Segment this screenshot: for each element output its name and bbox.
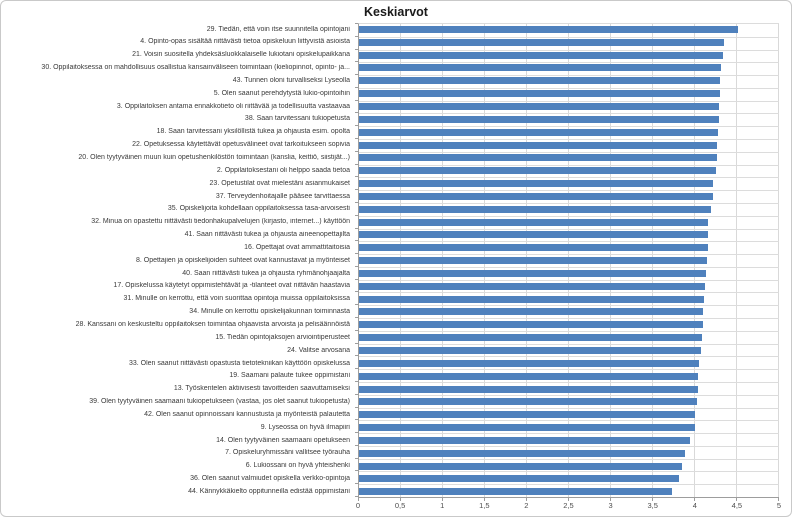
category-label: 15. Tiedän opintojaksojen arviointiperusteet — [215, 333, 350, 341]
category-label: 14. Olen tyytyväinen saamaani opetukseen — [216, 436, 350, 444]
bar-track — [359, 241, 779, 254]
category-label: 34. Minulle on kerrottu opiskelijakunnan toiminnasta — [189, 308, 350, 316]
x-axis-label: 2,5 — [563, 501, 574, 510]
chart-row — [1, 203, 779, 216]
category-label: 23. Opetustilat ovat mielestäni asianmukaiset — [209, 179, 350, 187]
category-label: 18. Saan tarvitessani yksilöllistä tukea ja ohjausta esim. opolta — [156, 128, 350, 136]
bar-track — [359, 177, 779, 190]
bar — [359, 321, 703, 328]
bar — [359, 142, 717, 149]
category-label: 41. Saan riittävästi tukea ja ohjausta aineenopettajilta — [184, 231, 350, 239]
chart-row — [1, 113, 779, 126]
category-label: 16. Opettajat ovat ammattitaitoisia — [244, 243, 350, 251]
chart-row — [1, 306, 779, 319]
chart-row — [1, 318, 779, 331]
bar-track — [359, 151, 779, 164]
bar — [359, 488, 672, 495]
category-label: 8. Opettajien ja opiskelijoiden suhteet ovat kannustavat ja myönteiset — [135, 256, 350, 264]
bar — [359, 475, 679, 482]
bar — [359, 167, 716, 174]
bar-track — [359, 293, 779, 306]
chart-row — [1, 395, 779, 408]
bar — [359, 463, 682, 470]
bar-track — [359, 447, 779, 460]
bar — [359, 386, 698, 393]
chart-row — [1, 151, 779, 164]
bar — [359, 308, 703, 315]
bar — [359, 424, 695, 431]
bar — [359, 231, 708, 238]
bar-track — [359, 36, 779, 49]
bar-track — [359, 331, 779, 344]
category-label: 30. Oppilaitoksessa on mahdollisuus osallistua kansainväliseen toimintaan (kieliopinnot, opinto- ja... — [41, 64, 350, 72]
chart-row — [1, 383, 779, 396]
bar-track — [359, 485, 779, 498]
bar-track — [359, 460, 779, 473]
x-axis — [355, 501, 782, 513]
chart-row — [1, 473, 779, 486]
category-label: 44. Kännykkäkielto oppitunneilla edistää oppimistani — [188, 487, 350, 495]
bar-track — [359, 421, 779, 434]
bar — [359, 411, 695, 418]
bar-track — [359, 23, 779, 36]
bar — [359, 26, 738, 33]
category-label: 35. Opiskelijoita kohdellaan oppilaitoksessa tasa-arvoisesti — [167, 205, 350, 213]
bar-track — [359, 254, 779, 267]
bar-track — [359, 126, 779, 139]
chart-row — [1, 447, 779, 460]
category-label: 40. Saan riittävästi tukea ja ohjausta ryhmänohjaajalta — [182, 269, 350, 277]
chart-row — [1, 331, 779, 344]
chart-row — [1, 408, 779, 421]
chart-row — [1, 267, 779, 280]
bar-track — [359, 87, 779, 100]
category-label: 17. Opiskelussa käytetyt oppimistehtävät ja -tilanteet ovat riittävän haastavia — [113, 282, 350, 290]
bar — [359, 360, 699, 367]
bar-track — [359, 216, 779, 229]
x-axis-label: 5 — [776, 501, 782, 510]
category-label: 13. Työskentelen aktiivisesti tavoitteiden saavuttamiseksi — [173, 385, 350, 393]
category-label: 42. Olen saanut opinnoissani kannustusta ja myönteistä palautetta — [144, 410, 350, 418]
category-label: 37. Terveydenhoitajalle pääsee tarvittaessa — [215, 192, 350, 200]
category-label: 2. Oppilaitoksestani oli helppo saada tietoa — [216, 166, 350, 174]
chart-row — [1, 216, 779, 229]
bar — [359, 450, 685, 457]
category-label: 33. Olen saanut riittävästi opastusta tietotekniikan käyttöön opiskelussa — [128, 359, 350, 367]
bar — [359, 154, 717, 161]
chart-row — [1, 344, 779, 357]
bar-track — [359, 74, 779, 87]
category-label: 5. Olen saanut perehdytystä lukio-opintoihin — [213, 89, 350, 97]
x-axis-label: 3 — [608, 501, 613, 510]
x-axis-label: 2 — [524, 501, 529, 510]
bar — [359, 296, 704, 303]
bar — [359, 103, 719, 110]
category-label: 31. Minulle on kerrottu, että voin suorittaa opintoja muissa oppilaitoksissa — [123, 295, 350, 303]
bar — [359, 206, 711, 213]
chart-row — [1, 254, 779, 267]
chart-row — [1, 49, 779, 62]
bar-track — [359, 49, 779, 62]
bar — [359, 283, 705, 290]
category-label: 24. Valitse arvosana — [287, 346, 350, 354]
bar-track — [359, 473, 779, 486]
chart-row — [1, 126, 779, 139]
bar-track — [359, 395, 779, 408]
chart-row — [1, 370, 779, 383]
bar — [359, 373, 698, 380]
category-label: 36. Olen saanut valmiudet opiskella verkko-opintoja — [190, 475, 350, 483]
category-label: 28. Kanssani on keskusteltu oppilaitoksen toimintaa ohjaavista arvoista ja pelisäännöistä — [75, 320, 350, 328]
chart-row — [1, 23, 779, 36]
bar — [359, 347, 701, 354]
chart-title: Keskiarvot — [364, 5, 428, 19]
bar — [359, 257, 707, 264]
category-label: 3. Oppilaitoksen antama ennakkotieto oli riittävää ja todellisuutta vastaavaa — [116, 102, 350, 110]
category-label: 9. Lyseossa on hyvä ilmapiiri — [260, 423, 350, 431]
category-label: 38. Saan tarvitessani tukiopetusta — [244, 115, 350, 123]
bar-track — [359, 139, 779, 152]
category-label: 32. Minua on opastettu riittävästi tiedonhakupalvelujen (kirjasto, internet...) käyttöön — [91, 218, 350, 226]
bar-track — [359, 318, 779, 331]
bar-track — [359, 113, 779, 126]
x-axis-label: 3,5 — [647, 501, 658, 510]
bar-track — [359, 383, 779, 396]
category-label: 22. Opetuksessa käytettävät opetusvälineet ovat tarkoitukseen sopivia — [132, 141, 350, 149]
chart-row — [1, 74, 779, 87]
chart-row — [1, 280, 779, 293]
bar-track — [359, 408, 779, 421]
bar — [359, 398, 697, 405]
category-label: 43. Tunnen oloni turvalliseksi Lyseolla — [232, 76, 350, 84]
bar — [359, 334, 702, 341]
bars-area — [1, 23, 779, 498]
bar — [359, 39, 724, 46]
bar — [359, 77, 720, 84]
category-label: 20. Olen tyytyväinen muun kuin opetushenkilöstön toimintaan (kanslia, keittiö, siistijät...) — [78, 154, 350, 162]
bar-track — [359, 62, 779, 75]
bar-track — [359, 267, 779, 280]
bar-track — [359, 100, 779, 113]
bar — [359, 64, 721, 71]
category-label: 29. Tiedän, että voin itse suunnitella opintojani — [206, 25, 350, 33]
category-label: 7. Opiskeluryhmissäni vallitsee työrauha — [225, 449, 350, 457]
bar-track — [359, 344, 779, 357]
category-label: 4. Opinto-opas sisältää riittävästi tietoa opiskeluun liittyvistä asioista — [140, 38, 350, 46]
category-label: 19. Saamani palaute tukee oppimistani — [229, 372, 350, 380]
x-axis-label: 0,5 — [394, 501, 406, 510]
x-axis-label: 1,5 — [479, 501, 490, 510]
chart-row — [1, 293, 779, 306]
bar — [359, 129, 718, 136]
bar-track — [359, 229, 779, 242]
bar — [359, 90, 720, 97]
bar — [359, 219, 708, 226]
bar-track — [359, 357, 779, 370]
bar-track — [359, 370, 779, 383]
chart-row — [1, 164, 779, 177]
bar-track — [359, 203, 779, 216]
bar-track — [359, 190, 779, 203]
bar-track — [359, 306, 779, 319]
bar-track — [359, 280, 779, 293]
bar — [359, 437, 690, 444]
x-axis-label: 4,5 — [731, 501, 743, 510]
bar — [359, 244, 708, 251]
bar-track — [359, 434, 779, 447]
chart-row — [1, 357, 779, 370]
chart-row — [1, 190, 779, 203]
chart-row — [1, 460, 779, 473]
chart-row — [1, 485, 779, 498]
bar — [359, 52, 723, 59]
category-label: 21. Voisin suositella yhdeksäsluokkalaiselle lukiotani opiskelupaikkana — [132, 51, 350, 59]
x-axis-label: 4 — [692, 501, 697, 510]
bar — [359, 116, 719, 123]
chart-row — [1, 241, 779, 254]
chart-row — [1, 139, 779, 152]
chart-row — [1, 229, 779, 242]
chart-row — [1, 100, 779, 113]
category-label: 6. Lukiossani on hyvä yhteishenki — [245, 462, 350, 470]
chart-row — [1, 87, 779, 100]
bar-track — [359, 164, 779, 177]
x-axis-label: 0 — [355, 501, 361, 510]
category-label: 39. Olen tyytyväinen saamaani tukiopetukseen (vastaa, jos olet saanut tukiopetusta) — [89, 398, 350, 406]
chart-row — [1, 62, 779, 75]
bar — [359, 180, 713, 187]
chart-row — [1, 421, 779, 434]
bar — [359, 193, 713, 200]
chart-row — [1, 36, 779, 49]
bar — [359, 270, 706, 277]
chart-row — [1, 434, 779, 447]
x-axis-label: 1 — [440, 501, 445, 510]
chart-row — [1, 177, 779, 190]
